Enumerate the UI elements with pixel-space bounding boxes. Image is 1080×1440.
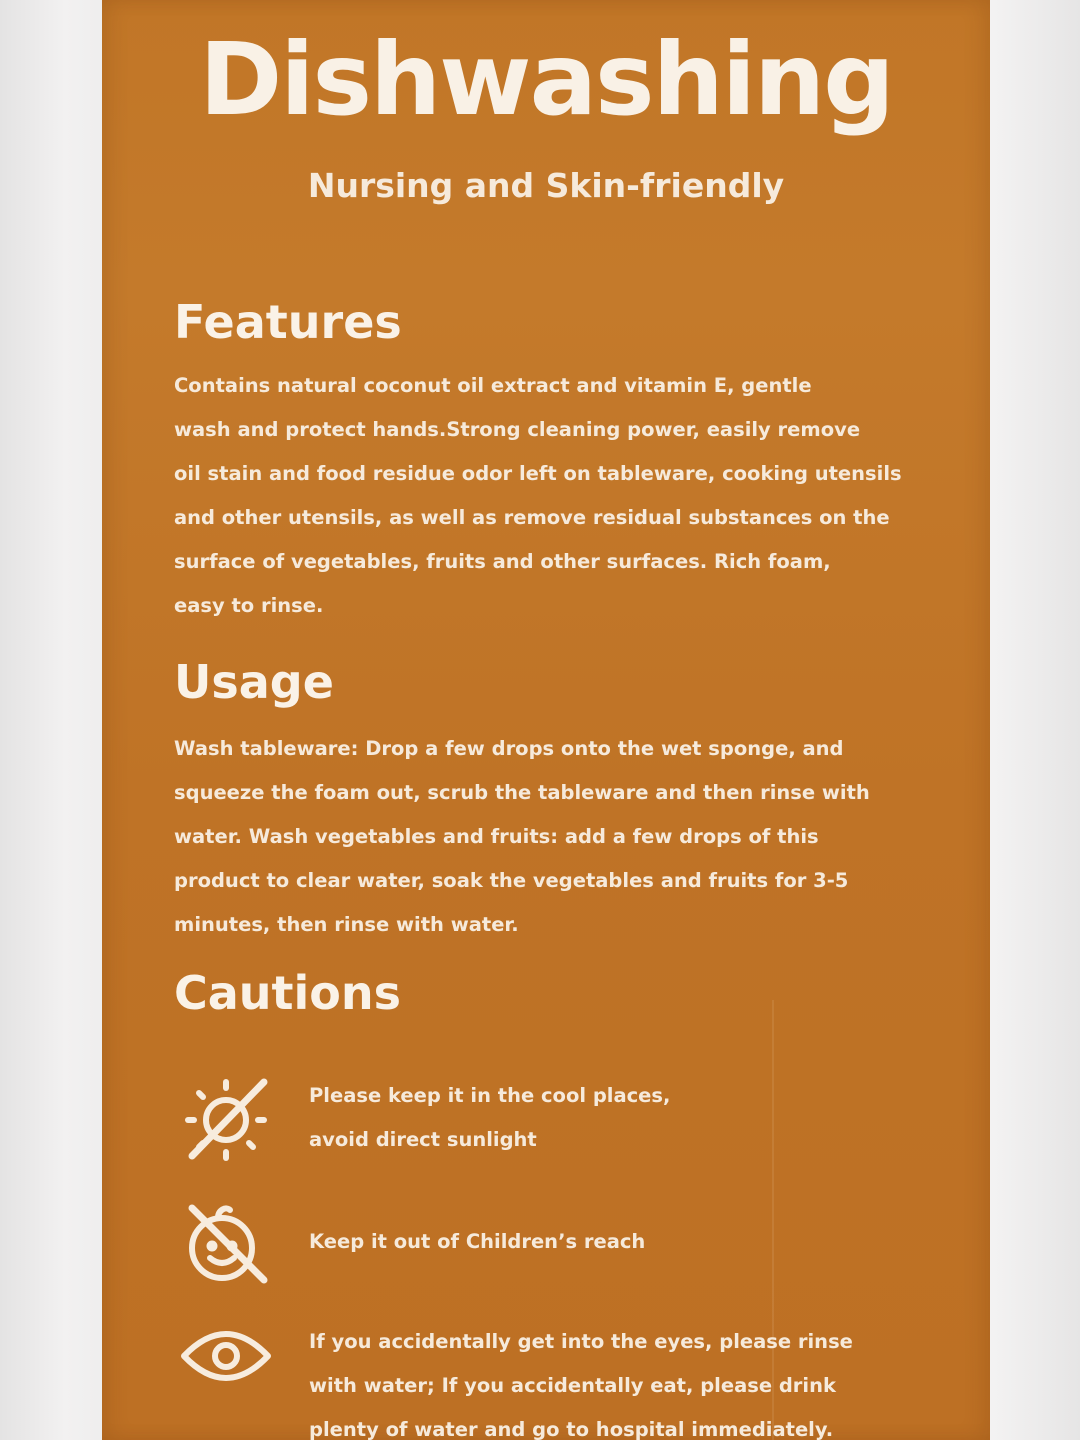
usage-text: Wash tableware: Drop a few drops onto the wet sponge, and squeeze the foam out, scrub the tableware and then rinse with water. Wash vegetables and fruits: add a few drops of this product to clear water, soak the vegetables and fruits for 3-5 minutes, then rinse with water.	[174, 737, 870, 936]
caution-item-sunlight	[178, 1074, 958, 1174]
product-title: Dishwashing	[199, 21, 893, 138]
caution-item-eyes	[178, 1320, 958, 1440]
product-label	[102, 0, 990, 1440]
cautions-heading: Cautions	[174, 966, 402, 1020]
usage-heading: Usage	[174, 655, 334, 709]
features-text: Contains natural coconut oil extract and vitamin E, gentle wash and protect hands.Strong cleaning power, easily remove oil stain and food residue odor left on tableware, cooking utensils and other utensils, as well as remove residual substances on the surface of vegetables, fruits and other surfaces. Rich foam, easy to rinse.	[174, 374, 902, 617]
caution-text-eyes: If you accidentally get into the eyes, please rinse with water; If you accidentally eat, please drink plenty of water and go to hospital immediately.	[309, 1330, 853, 1440]
caution-text-sunlight: Please keep it in the cool places, avoid direct sunlight	[309, 1084, 671, 1151]
no-sunlight-icon	[178, 1074, 274, 1170]
caution-text-children: Keep it out of Children’s reach	[309, 1230, 646, 1253]
no-children-icon	[178, 1196, 274, 1292]
features-heading: Features	[174, 295, 402, 349]
caution-item-children	[178, 1196, 958, 1296]
product-subtitle: Nursing and Skin-friendly	[307, 166, 785, 205]
eye-icon	[178, 1320, 274, 1416]
